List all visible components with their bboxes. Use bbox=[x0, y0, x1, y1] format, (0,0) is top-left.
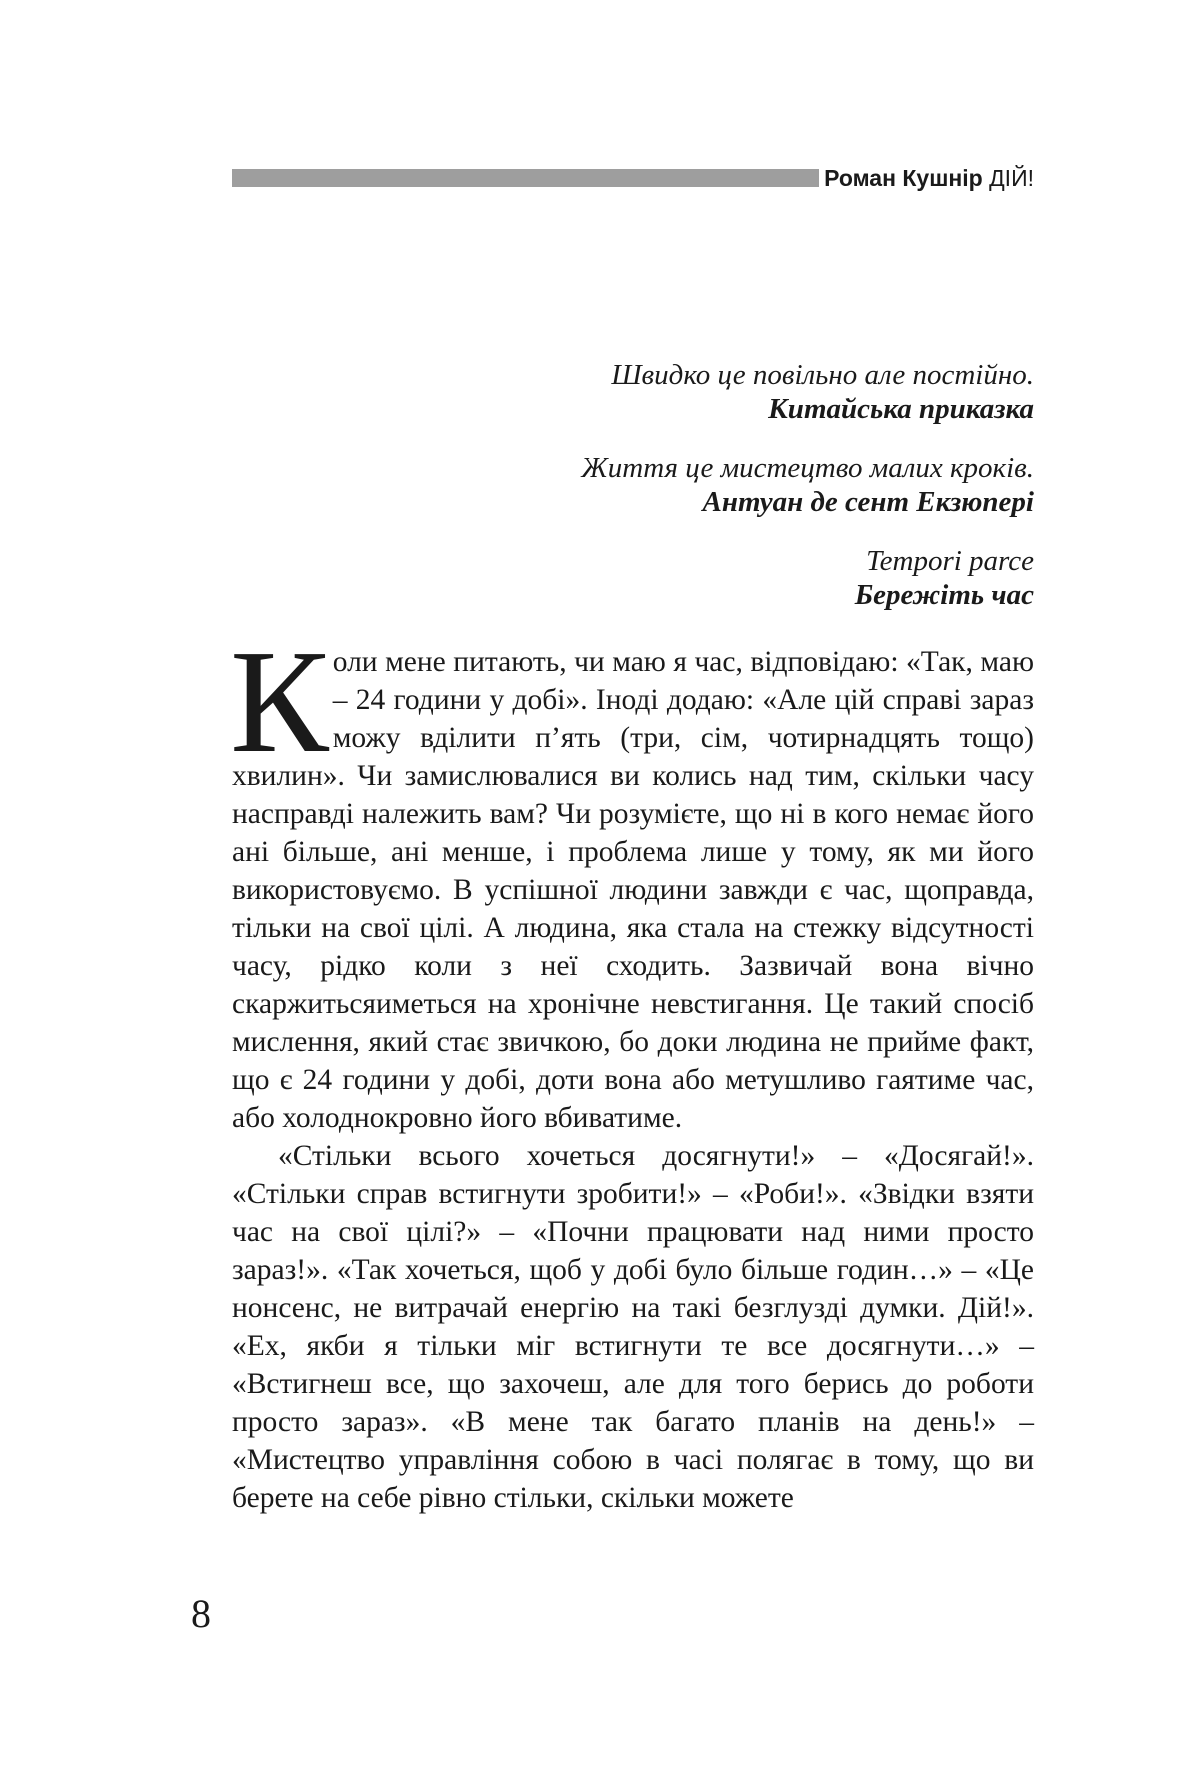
paragraph-1 bbox=[230, 620, 1034, 1137]
body-text bbox=[230, 620, 1034, 1517]
running-header bbox=[232, 165, 1034, 191]
epigraph-quote: Життя це мистецтво малих кроків. bbox=[581, 452, 1034, 484]
header-title: ДІЙ! bbox=[989, 165, 1034, 191]
epigraph bbox=[234, 544, 1034, 612]
paragraph-2: «Стільки всього хочеться досягнути!» – «Досягай!». «Стільки справ встигнути зробити!» – «Роби!». «Звідки взяти час на свої цілі?» – «Почни працювати над ними просто зараз!». «Так хочеться, щоб у добі було більше годин…» – «Це нонсенс, не витрачай енергію на такі безглузді думки. Дій!». «Ех, якби я тільки міг встигнути те все досягнути…» – «Встигнеш все, що захочеш, але для того берись до роботи просто зараз». «В мене так багато планів на день!» – «Мистецтво управління собою в часі полягає в тому, що ви берете на себе рівно стільки, скільки можете bbox=[232, 1140, 1034, 1514]
header-rule bbox=[232, 169, 819, 187]
epigraph-quote: Швидко це повільно але постійно. bbox=[611, 359, 1034, 391]
epigraph-source: Антуан де сент Екзюпері bbox=[702, 486, 1034, 518]
drop-cap: К bbox=[230, 620, 329, 784]
epigraph bbox=[234, 358, 1034, 426]
header-text bbox=[824, 165, 1034, 192]
header-author: Роман Кушнір bbox=[824, 165, 983, 191]
epigraph-source: Китайська приказка bbox=[768, 393, 1034, 425]
epigraphs bbox=[234, 358, 1034, 637]
page-number: 8 bbox=[191, 1591, 211, 1636]
epigraph-source: Бережіть час bbox=[854, 579, 1034, 611]
epigraph-quote: Tempori parce bbox=[866, 545, 1034, 577]
epigraph bbox=[234, 451, 1034, 519]
paragraph-1-text: оли мене питають, чи маю я час, відповідаю: «Так, маю – 24 години у добі». Іноді додаю: «Але цій справі зараз можу вділити п’ять (три, сім, чотирнадцять тощо) хвилин». Чи замислювалися ви колись над тим, скільки часу насправді належить вам? Чи розумієте, що ні в кого немає його ані більше, ані менше, і проблема лише у тому, як ми його використовуємо. В успішної людини завжди є час, щоправда, тільки на свої цілі. А людина, яка стала на стежку відсутності часу, рідко коли з неї сходить. Зазвичай вона вічно скаржитьсяиметься на хронічне невстигання. Це такий спосіб мислення, який стає звичкою, бо доки людина не прийме факт, що є 24 години у добі, доти вона або метушливо гаятиме час, або холоднокровно його вбиватиме. bbox=[232, 646, 1034, 1134]
